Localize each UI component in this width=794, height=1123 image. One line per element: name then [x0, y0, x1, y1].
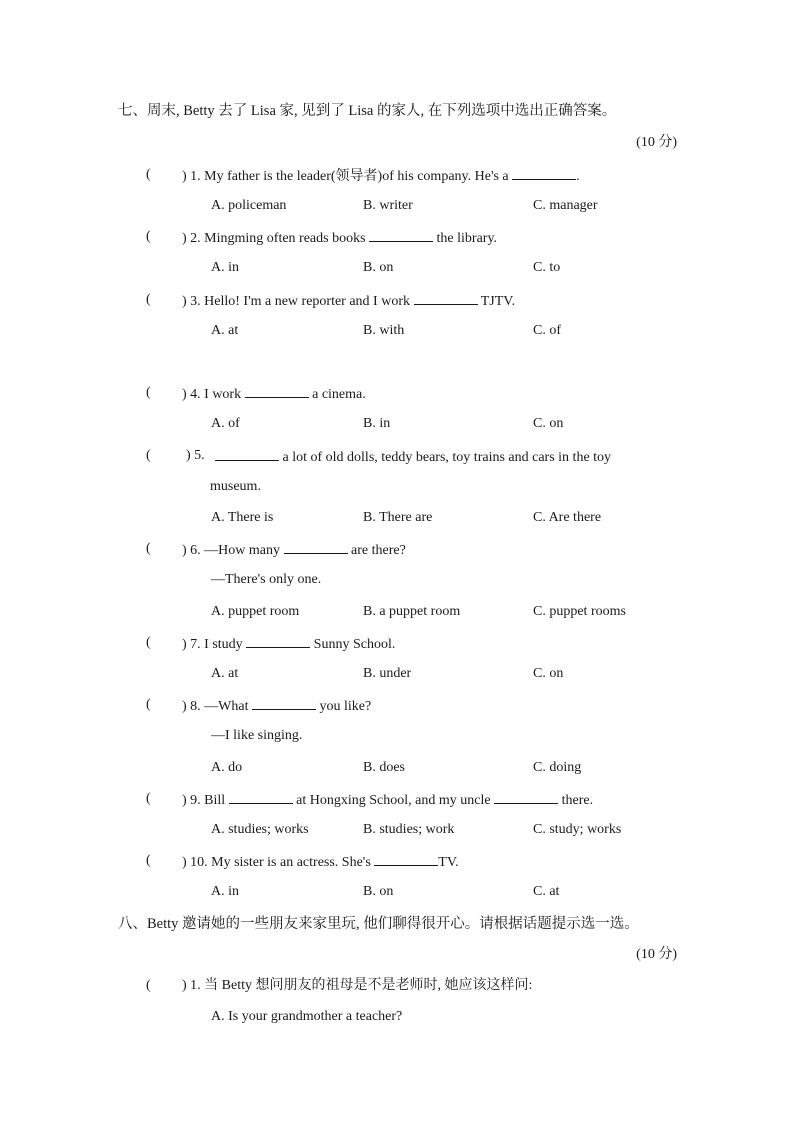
option-c: C. doing	[533, 760, 582, 775]
option-c: C. on	[533, 666, 564, 681]
option-a: A. at	[211, 323, 239, 338]
option-a: A. policeman	[211, 198, 287, 213]
question-8-reply: —I like singing.	[211, 728, 303, 743]
option-a: A. puppet room	[211, 604, 300, 619]
option-a: A. of	[211, 416, 240, 431]
option-a: A. in	[211, 260, 239, 275]
question-6-reply: —There's only one.	[211, 572, 322, 587]
option-c: C. to	[533, 260, 561, 275]
option-c: C. Are there	[533, 510, 602, 525]
option-b: B. with	[363, 323, 405, 338]
option-c: C. study; works	[533, 822, 622, 837]
blank	[512, 166, 576, 180]
option-b: B. writer	[363, 198, 413, 213]
option-b: B. There are	[363, 510, 433, 525]
option-b: B. studies; work	[363, 822, 455, 837]
option-c: C. on	[533, 416, 564, 431]
blank	[215, 447, 279, 461]
option-c: C. of	[533, 323, 561, 338]
section8-title: 八、Betty 邀请她的一些朋友来家里玩, 他们聊得很开心。请根据话题提示选一选。	[118, 916, 639, 932]
option-b: B. in	[363, 416, 391, 431]
answer-paren[interactable]: (	[146, 853, 151, 868]
answer-paren[interactable]: (	[146, 541, 151, 556]
question-5-continued: museum.	[210, 479, 261, 494]
answer-paren[interactable]: (	[146, 635, 151, 650]
option-a: A. at	[211, 666, 239, 681]
option-c: C. manager	[533, 198, 598, 213]
blank	[494, 790, 558, 804]
option-a: A. studies; works	[211, 822, 309, 837]
option-b: B. on	[363, 260, 394, 275]
blank	[245, 384, 309, 398]
option-a: A. do	[211, 760, 243, 775]
section8-score: (10 分)	[636, 947, 677, 962]
blank	[284, 540, 348, 554]
blank	[414, 291, 478, 305]
blank	[246, 634, 310, 648]
section7-title: 七、周末, Betty 去了 Lisa 家, 见到了 Lisa 的家人, 在下列选项中选出正确答案。	[118, 103, 617, 119]
blank	[374, 852, 438, 866]
answer-paren[interactable]: (	[146, 292, 151, 307]
answer-paren[interactable]: (	[146, 978, 151, 993]
option-a: A. There is	[211, 510, 274, 525]
option-b: B. a puppet room	[363, 604, 461, 619]
answer-paren[interactable]: (	[146, 448, 151, 463]
section7-score: (10 分)	[636, 135, 677, 150]
option-c: C. puppet rooms	[533, 604, 626, 619]
option-b: B. under	[363, 666, 412, 681]
blank	[369, 228, 433, 242]
section8-option-a: A. Is your grandmother a teacher?	[211, 1009, 403, 1024]
answer-paren[interactable]: (	[146, 167, 151, 182]
option-c: C. at	[533, 884, 560, 899]
answer-paren[interactable]: (	[146, 697, 151, 712]
option-b: B. does	[363, 760, 405, 775]
option-a: A. in	[211, 884, 239, 899]
answer-paren[interactable]: (	[146, 791, 151, 806]
answer-paren[interactable]: (	[146, 229, 151, 244]
blank	[229, 790, 293, 804]
blank	[252, 696, 316, 710]
option-b: B. on	[363, 884, 394, 899]
answer-paren[interactable]: (	[146, 385, 151, 400]
